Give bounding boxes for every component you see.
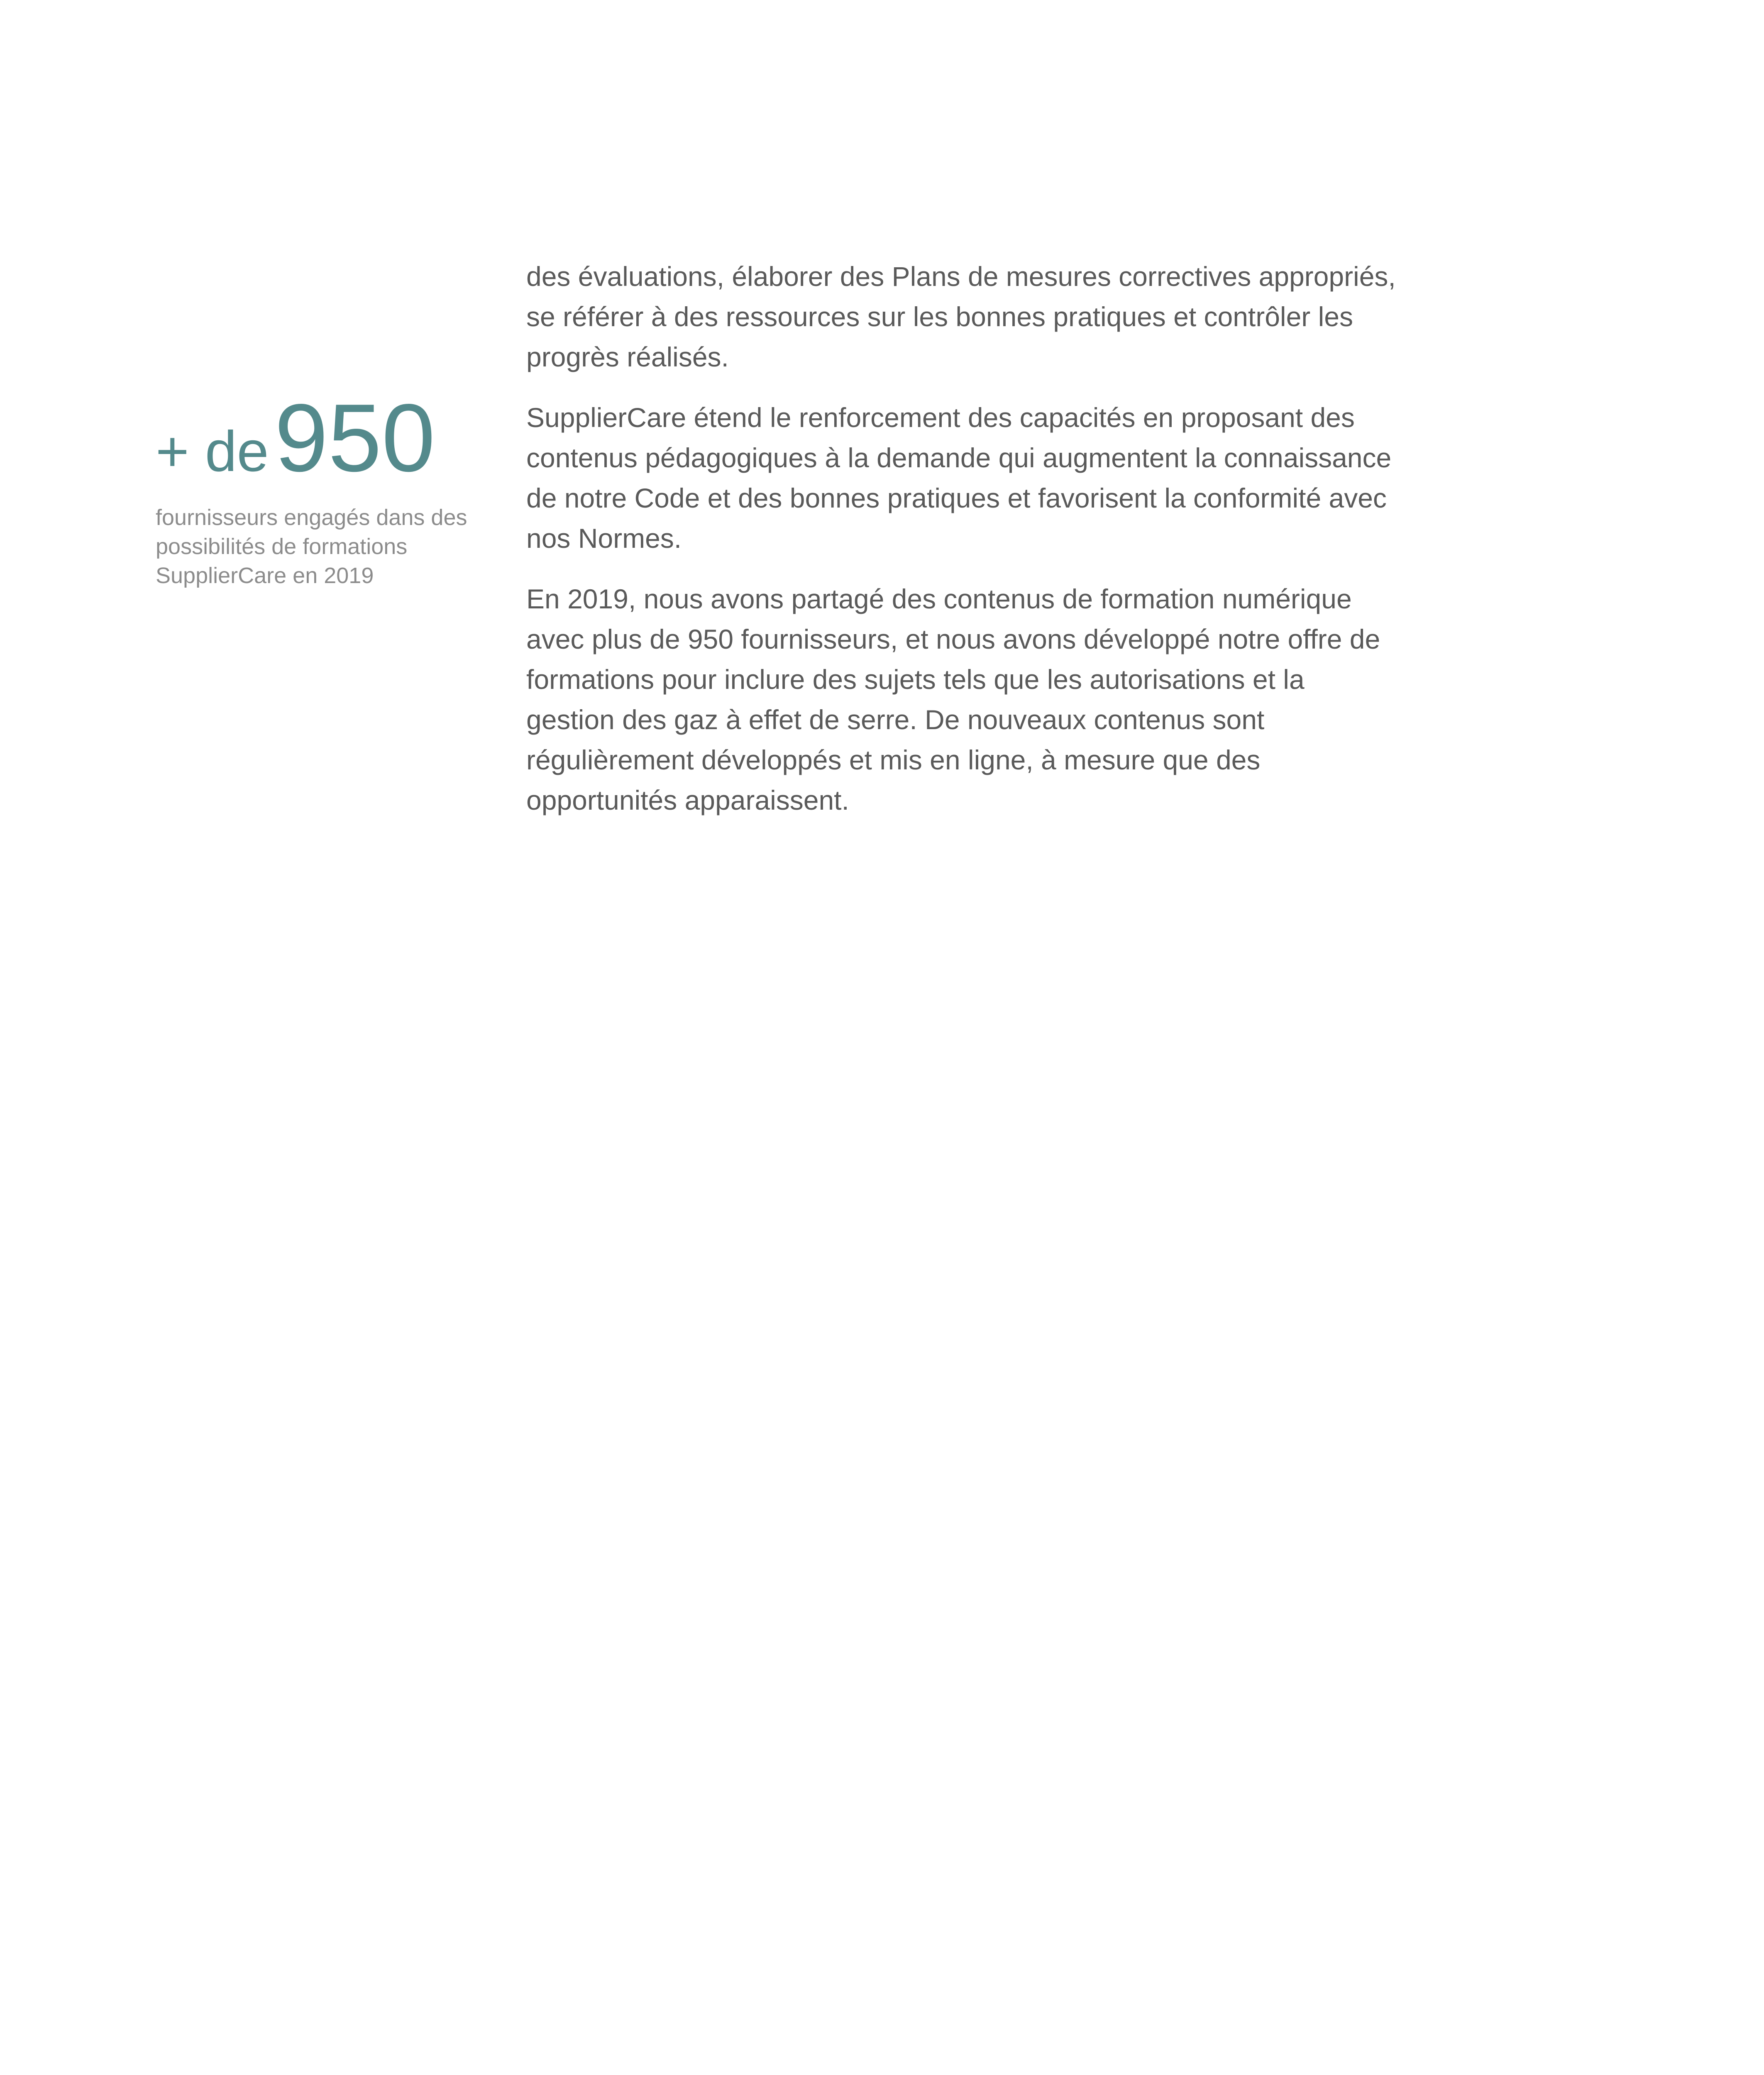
stat-prefix: + de (156, 420, 269, 483)
body-paragraph: des évaluations, élaborer des Plans de mesures correctives appropriés, se référer à des ressources sur les bonnes pratiques et contrôler les progrès réalisés. (526, 261, 1396, 372)
stat-caption: fournisseurs engagés dans des possibilités de formations SupplierCare en 2019 (156, 505, 467, 588)
body-text (526, 256, 1398, 841)
body-paragraph: SupplierCare étend le renforcement des capacités en proposant des contenus pédagogiques à la demande qui augmentent la connaissance de notre Code et des bonnes pratiques et favorisent la conformité avec nos Normes. (526, 402, 1392, 554)
body-paragraph: En 2019, nous avons partagé des contenus de formation numérique avec plus de 950 fournisseurs, et nous avons développé notre offre de formations pour inclure des sujets tels que les autorisations et la gestion des gaz à effet de serre. De nouveaux contenus sont régulièrement développés et mis en ligne, à mesure que des opportunités apparaissent. (526, 583, 1380, 815)
stat-number: 950 (274, 384, 435, 492)
stat-callout (156, 384, 471, 590)
stat-figure (156, 384, 471, 492)
